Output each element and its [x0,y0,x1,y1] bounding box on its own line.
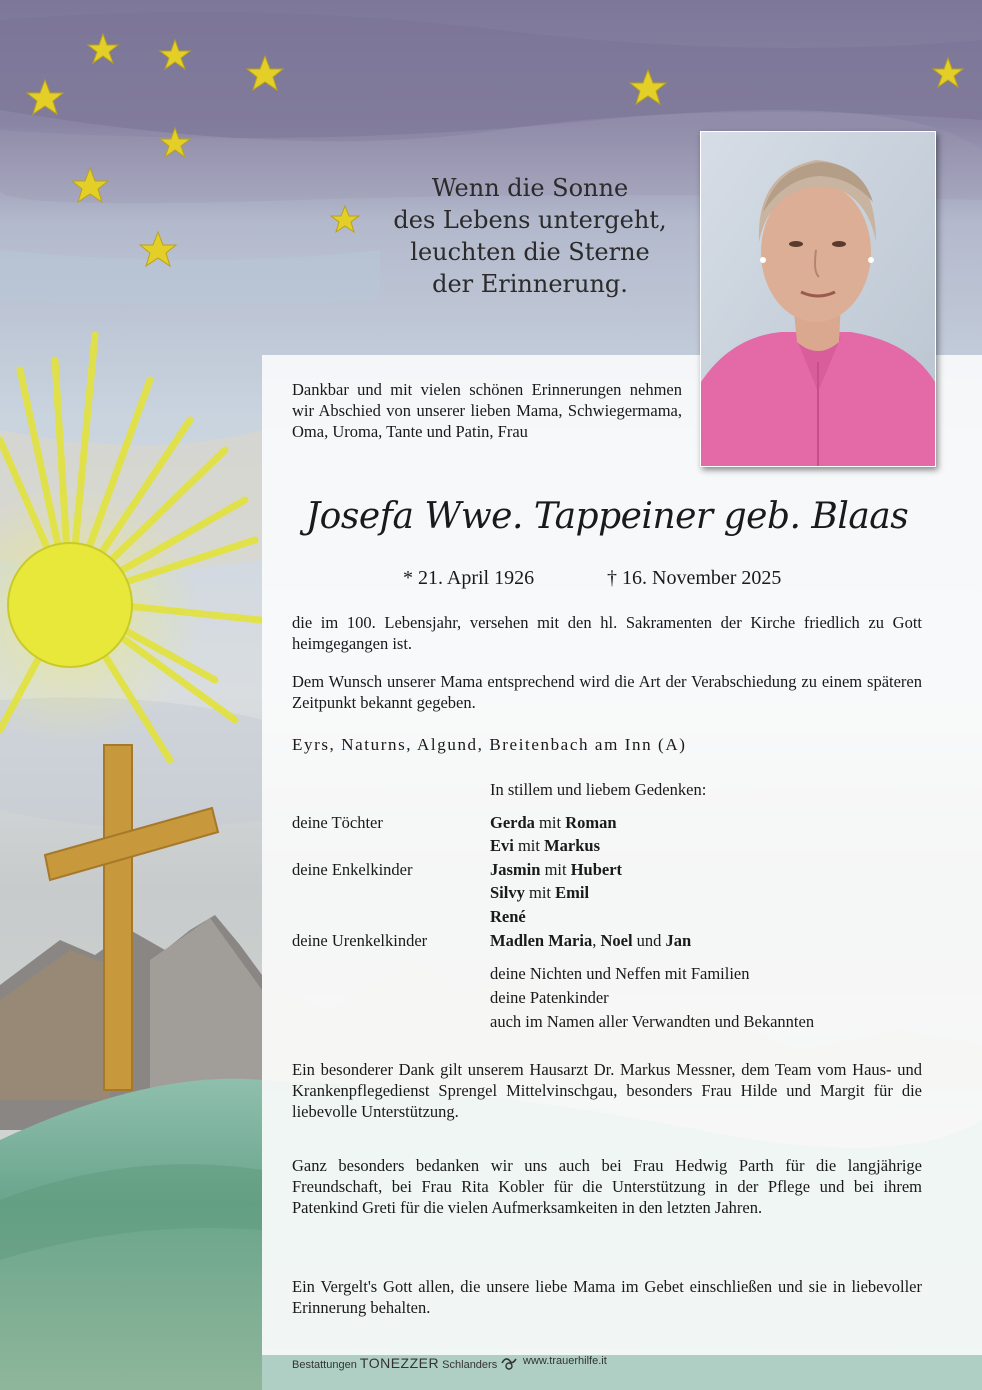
mourners-others: deine Patenkinder [490,988,609,1007]
farewell-text: Dem Wunsch unserer Mama entsprechend wird die Art der Verabschiedung zu einem späteren Zeitpunkt bekannt gegeben. [292,672,922,712]
mourners-others: deine Nichten und Neffen mit Familien [490,964,750,983]
quote-line: leuchten die Sterne [410,238,650,266]
mourner-entry: Madlen Maria, Noel und Jan [490,931,692,950]
footer-prefix: Bestattungen [292,1359,357,1371]
mourner-entry: Gerda mit Roman [490,813,617,832]
mourner-entry: Silvy mit Emil [490,883,590,902]
death-date: † 16. November 2025 [607,567,782,589]
mourner-entry: René [490,907,526,926]
thanks-paragraph: Ein Vergelt's Gott allen, die unsere liebe Mama im Gebet einschließen und sie in liebevoller Erinnerung behalten. [292,1277,922,1317]
birth-date: * 21. April 1926 [403,567,535,589]
greatgrandchildren-label: deine Urenkelkinder [292,931,428,950]
footer-suffix: Schlanders [442,1359,498,1371]
intro-text: Dankbar und mit vielen schönen Erinnerungen nehmen wir Abschied von unserer lieben Mama, Schwiegermama, Oma, Uroma, Tante und Patin, Frau [292,380,682,441]
mourner-entry: Jasmin mit Hubert [490,860,623,879]
memorial-quote [380,172,680,300]
grandchildren-label: deine Enkelkinder [292,860,413,879]
footer-brand: TONEZZER [359,1355,440,1371]
mourners-others: auch im Namen aller Verwandten und Bekannten [490,1012,815,1031]
thanks-paragraph: Ganz besonders bedanken wir uns auch bei Frau Hedwig Parth für die langjährige Freundschaft, bei Frau Rita Kobler für die Unterstützung in der Pflege und bei ihrem Patenkind Greti für die vielen Aufmerksamkeiten in den letzten Jahren. [292,1156,922,1217]
portrait-photo [700,131,936,467]
footer-credit [292,1355,497,1371]
thanks-paragraph: Ein besonderer Dank gilt unserem Hausarzt Dr. Markus Messner, dem Team vom Haus- und Krankenpflegedienst Sprengel Mittelvinschgau, besonders Frau Hilde und Margit für die liebevolle Unterstützung. [292,1060,922,1121]
quote-line: Wenn die Sonne [431,174,629,202]
quote-line: der Erinnerung. [432,270,628,298]
deceased-name: Josefa Wwe. Tappeiner geb. Blaas [305,496,909,537]
trauerhilfe-logo-icon [500,1355,518,1371]
places-line: Eyrs, Naturns, Algund, Breitenbach am Inn (A) [292,735,687,754]
passing-text: die im 100. Lebensjahr, versehen mit den hl. Sakramenten der Kirche friedlich zu Gott heimgegangen ist. [292,613,922,653]
footer-website: www.trauerhilfe.it [523,1355,607,1367]
mourner-entry: Evi mit Markus [490,836,601,855]
quote-line: des Lebens untergeht, [393,206,667,234]
daughters-label: deine Töchter [292,813,383,832]
mourners-heading: In stillem und liebem Gedenken: [490,780,707,799]
